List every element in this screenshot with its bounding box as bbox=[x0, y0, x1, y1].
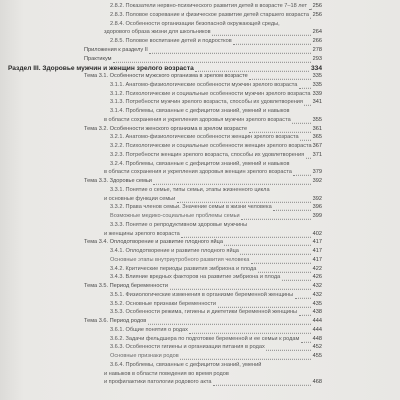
toc-entry-title: Тема 3.5. Период беременности bbox=[84, 283, 168, 289]
toc-entry[interactable] bbox=[0, 81, 322, 90]
dot-leader bbox=[295, 291, 312, 299]
dot-leader bbox=[301, 335, 311, 343]
dot-leader bbox=[300, 133, 311, 141]
toc-entry-title: 3.4.1. Оплодотворение и развитие плодного яйца bbox=[110, 248, 239, 254]
toc-entry[interactable] bbox=[0, 203, 322, 212]
toc-entry-title: 3.1.3. Потребности мужчин зрелого возраста, способы их удовлетворения bbox=[110, 99, 303, 106]
toc-entry-title: 3.6.3. Особенности гигиены и организации питания в родах bbox=[110, 344, 265, 351]
toc-entry[interactable] bbox=[0, 177, 322, 186]
toc-entry-page: 435 bbox=[312, 300, 322, 307]
toc-entry-title: 3.5.3. Особенности режима, гигиены и диететики беременной женщины bbox=[110, 309, 298, 316]
dot-leader bbox=[249, 72, 311, 80]
toc-entry[interactable] bbox=[0, 186, 322, 195]
toc-entry[interactable] bbox=[0, 378, 322, 387]
toc-entry[interactable] bbox=[0, 195, 322, 204]
toc-entry[interactable] bbox=[0, 72, 322, 81]
toc-entry[interactable] bbox=[0, 265, 322, 274]
dot-leader bbox=[224, 238, 311, 246]
toc-entry[interactable] bbox=[0, 343, 322, 352]
toc-entry-title: Практикум bbox=[84, 55, 112, 62]
toc-entry-title: и женщины зрелого возраста bbox=[104, 230, 180, 237]
toc-entry-page: 422 bbox=[312, 265, 322, 272]
dot-leader bbox=[273, 203, 311, 211]
toc-entry[interactable] bbox=[0, 116, 322, 125]
toc-entry-title: 3.2.3. Потребности женщин зрелого возраста, способы их удовлетворения bbox=[110, 151, 305, 158]
toc-entry-title: Основные признаки родов bbox=[110, 353, 179, 359]
toc-entry-page: 396 bbox=[312, 204, 322, 211]
toc-entry-title: Тема 3.6. Период родов bbox=[84, 318, 147, 324]
toc-entry-title: Тема 3.1. Особенности мужского организма в зрелом возрасте bbox=[84, 73, 248, 79]
toc-entry[interactable] bbox=[0, 107, 322, 116]
toc-entry-page: 417 bbox=[312, 248, 322, 254]
toc-entry[interactable] bbox=[0, 256, 322, 265]
toc-entry[interactable] bbox=[0, 282, 322, 291]
toc-entry-page: 448 bbox=[312, 335, 322, 342]
toc-entry-title: 3.5.2. Основные признаки беременности bbox=[110, 300, 217, 307]
dot-leader bbox=[180, 352, 311, 360]
toc-entry[interactable] bbox=[0, 308, 322, 317]
toc-entry-title: 3.2.1. Анатомо-физиологические особенности женщин зрелого возраста bbox=[110, 134, 299, 141]
toc-entry[interactable] bbox=[0, 370, 322, 379]
toc-entry-title: Тема 3.3. Здоровье семьи bbox=[84, 178, 152, 184]
dot-leader bbox=[212, 28, 311, 36]
dot-leader bbox=[241, 212, 311, 220]
dot-leader bbox=[177, 195, 311, 203]
toc-entry[interactable] bbox=[0, 46, 322, 55]
toc-entry-page: 417 bbox=[312, 256, 322, 263]
toc-entry-title: Тема 3.4. Оплодотворение и развитие плодного яйца bbox=[84, 239, 223, 246]
toc-entry[interactable] bbox=[0, 238, 322, 247]
toc-entry[interactable] bbox=[0, 133, 322, 142]
toc-entry-title: 3.5.1. Физиологические изменения в организме беременной женщины bbox=[110, 291, 294, 298]
toc-entry-page: 392 bbox=[312, 178, 322, 184]
dot-leader bbox=[218, 300, 312, 308]
toc-entry-title: 3.4.2. Критические периоды развития эмбриона и плода bbox=[110, 265, 257, 272]
toc-entry-page: 444 bbox=[312, 326, 322, 333]
dot-leader bbox=[304, 98, 311, 106]
toc-entry-page: 399 bbox=[312, 213, 322, 219]
toc-entry[interactable] bbox=[0, 2, 322, 11]
dot-leader bbox=[299, 81, 311, 89]
dot-leader bbox=[170, 282, 312, 290]
toc-entry[interactable] bbox=[0, 300, 322, 309]
toc-entry[interactable] bbox=[0, 98, 322, 107]
toc-entry-title: 3.3.3. Понятие о репродуктивном здоровье мужчины bbox=[110, 221, 248, 228]
dot-leader bbox=[113, 55, 311, 63]
dot-leader bbox=[306, 151, 312, 159]
toc-entry-page: 468 bbox=[312, 379, 322, 386]
dot-leader bbox=[266, 343, 311, 351]
toc-entry[interactable] bbox=[0, 160, 322, 169]
toc-entry-title: 2.8.2. Показатели нервно-психического развития детей в возрасте 7–18 лет bbox=[110, 3, 308, 9]
dot-leader bbox=[309, 2, 312, 10]
toc-entry-page: 256 bbox=[312, 11, 322, 18]
dot-leader bbox=[299, 308, 312, 316]
dot-leader bbox=[258, 265, 311, 273]
toc-entry[interactable] bbox=[0, 335, 322, 344]
toc-entry[interactable] bbox=[0, 361, 322, 370]
dot-leader bbox=[148, 317, 311, 325]
toc-entry-page: 365 bbox=[312, 134, 322, 141]
toc-entry-title: 3.1.1. Анатомо-физиологические особенности мужчин зрелого возраста bbox=[110, 81, 298, 88]
toc-entry[interactable] bbox=[0, 55, 322, 64]
toc-entry-page: 371 bbox=[312, 151, 322, 158]
toc-entry-title: Основные этапы внутриутробного развития человека bbox=[110, 256, 250, 263]
toc-entry-title: 3.1.4. Проблемы, связанные с дефицитом знаний, умений и навыков bbox=[110, 108, 290, 114]
toc-entry-page: 335 bbox=[312, 81, 322, 88]
toc-entry-page: 392 bbox=[312, 195, 322, 202]
dot-leader bbox=[251, 256, 311, 264]
toc-entry-title: в области сохранения и укрепления здоровья женщин зрелого возраста bbox=[104, 169, 292, 176]
toc-entry[interactable] bbox=[0, 20, 322, 29]
toc-entry-title: 3.6.2. Задачи фельдшера по подготовке беременной и ее семьи к родам bbox=[110, 335, 300, 342]
toc-entry[interactable] bbox=[0, 326, 322, 335]
toc-entry[interactable] bbox=[0, 37, 322, 46]
toc-entry-title: 3.6.4. Проблемы, связанные с дефицитом знаний, умений bbox=[110, 361, 262, 368]
toc-entry-page: 335 bbox=[312, 73, 322, 79]
toc-entry-page: 266 bbox=[312, 38, 322, 44]
toc-entry-title: здорового образа жизни для школьников bbox=[104, 29, 211, 36]
toc-entry-page: 334 bbox=[310, 65, 322, 73]
toc-entry-title: 3.1.2. Психологические и социальные особенности мужчин зрелого возраста bbox=[110, 90, 311, 97]
toc-entry-title: 3.4.3. Влияние вредных факторов на развитие эмбриона и плода bbox=[110, 274, 281, 281]
toc-entry-title: в области сохранения и укрепления здоровья мужчин зрелого возраста bbox=[104, 116, 291, 123]
toc-entry-title: Тема 3.2. Особенности женского организма в зрелом возрасте bbox=[84, 125, 248, 132]
toc-entry[interactable] bbox=[0, 151, 322, 160]
toc-entry-title: Раздел III. Здоровье мужчин и женщин зрелого возраста bbox=[8, 65, 194, 73]
toc-entry-page: 278 bbox=[312, 46, 322, 53]
dot-leader bbox=[282, 273, 311, 281]
toc-entry[interactable] bbox=[0, 28, 322, 37]
toc-entry-title: 3.6.1. Общие понятия о родах bbox=[110, 326, 188, 333]
toc-entry-title: 2.8.5. Половое воспитание детей и подростков bbox=[110, 38, 232, 44]
toc-entry-page: 452 bbox=[312, 344, 322, 351]
toc-entry[interactable] bbox=[0, 221, 322, 230]
toc-entry[interactable] bbox=[0, 352, 322, 361]
toc-entry[interactable] bbox=[0, 247, 322, 256]
toc-entry-page: 341 bbox=[312, 99, 322, 106]
toc-entry-page: 355 bbox=[312, 116, 322, 123]
toc-entry[interactable] bbox=[0, 90, 322, 99]
toc-entry-title: 2.8.4. Особенности организации безопасной окружающей среды, bbox=[110, 20, 280, 27]
toc-entry-title: 3.3.1. Понятие о семье, типы семьи, этапы жизненного цикла bbox=[110, 186, 270, 193]
toc-entry-title: 2.8.3. Половое созревание и физическое развитие детей старшего возраста bbox=[110, 11, 309, 18]
dot-leader bbox=[149, 46, 311, 54]
dot-leader bbox=[233, 37, 311, 45]
toc-entry[interactable] bbox=[0, 142, 322, 151]
toc-entry-page: 426 bbox=[312, 274, 322, 281]
toc-entry-page: 432 bbox=[312, 283, 322, 289]
toc-entry[interactable] bbox=[0, 11, 322, 20]
toc-entry[interactable] bbox=[0, 317, 322, 326]
toc-entry-page: 432 bbox=[312, 291, 322, 298]
dot-leader bbox=[213, 378, 311, 386]
toc-entry-page: 293 bbox=[312, 55, 322, 62]
toc-entry[interactable] bbox=[0, 273, 322, 282]
dot-leader bbox=[310, 11, 311, 19]
toc-entry[interactable] bbox=[0, 291, 322, 300]
toc-entry-page: 256 bbox=[312, 3, 322, 9]
toc-entry-title: Приложения к разделу II bbox=[84, 46, 148, 53]
toc-entry-title: 3.2.4. Проблемы, связанные с дефицитом знаний, умений и навыков bbox=[110, 160, 290, 167]
dot-leader bbox=[189, 326, 311, 334]
toc-entry-page: 339 bbox=[312, 90, 322, 97]
toc-entry-title: Возможные медико-социальные проблемы семьи bbox=[110, 213, 240, 219]
dot-leader bbox=[293, 168, 311, 176]
toc-entry-title: и профилактики патологии родового акта bbox=[104, 379, 212, 386]
dot-leader bbox=[195, 64, 309, 72]
toc-entry[interactable] bbox=[0, 230, 322, 239]
toc-entry[interactable] bbox=[0, 212, 322, 221]
toc-entry-title: 3.2.2. Психологические и социальные особенности женщин зрелого возраста bbox=[110, 143, 312, 149]
toc-entry-page: 444 bbox=[312, 318, 322, 324]
toc-entry-page: 417 bbox=[312, 239, 322, 246]
dot-leader bbox=[249, 125, 312, 133]
toc-entry-page: 438 bbox=[312, 309, 322, 316]
toc-entry-title: и основные функции семьи bbox=[104, 195, 176, 202]
toc-entry-page: 455 bbox=[312, 353, 322, 359]
toc-entry-title: 3.3.2. Права членов семьи. Значение семьи в жизни человека bbox=[110, 204, 272, 211]
toc-entry[interactable] bbox=[0, 125, 322, 134]
toc-entry-page: 379 bbox=[312, 169, 322, 176]
toc-entry-page: 367 bbox=[312, 143, 322, 149]
dot-leader bbox=[292, 116, 311, 124]
toc-entry-page: 264 bbox=[312, 29, 322, 36]
dot-leader bbox=[240, 247, 311, 255]
toc-entry-page: 361 bbox=[312, 125, 322, 132]
toc-entry[interactable] bbox=[0, 168, 322, 177]
dot-leader bbox=[153, 177, 311, 185]
toc-entry-page: 402 bbox=[312, 230, 322, 237]
toc-entry-title: и навыков в области поведения во время родов bbox=[104, 370, 229, 377]
dot-leader bbox=[181, 230, 311, 238]
